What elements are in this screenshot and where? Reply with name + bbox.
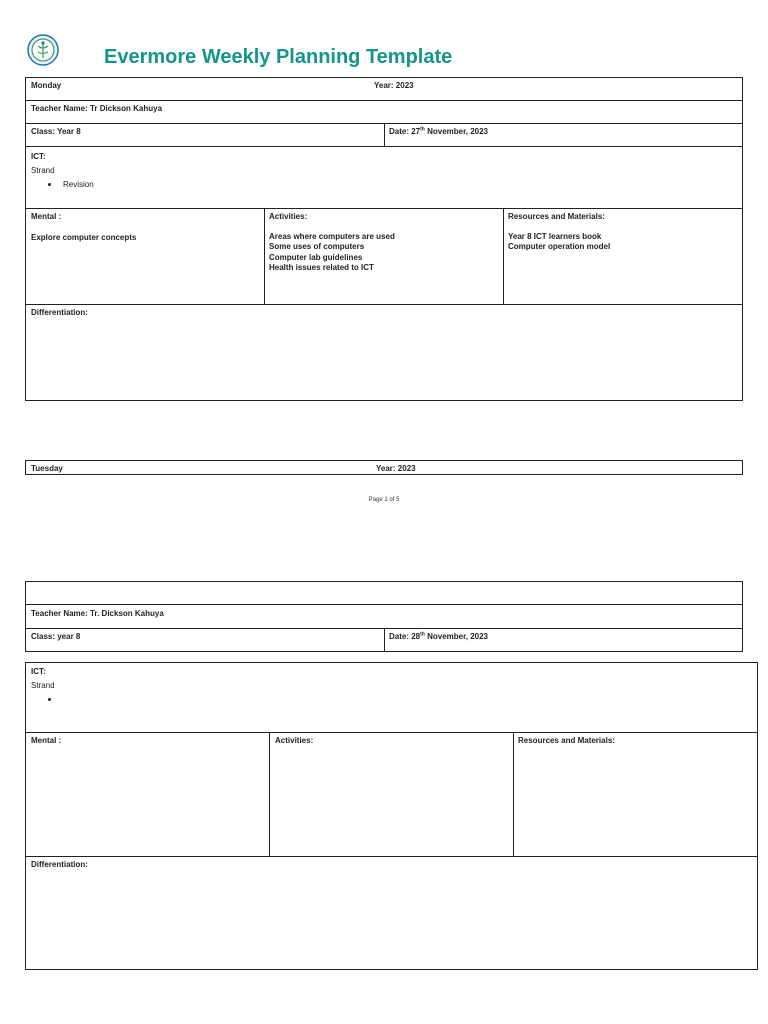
monday-class: Class: Year 8 — [31, 127, 81, 136]
monday-year: Year: 2023 — [374, 81, 414, 90]
monday-grid-divider-1 — [264, 208, 265, 305]
tuesday-planning-grid — [25, 732, 758, 857]
activity-item: Some uses of computers — [269, 242, 365, 252]
monday-strand-item: Revision — [63, 180, 94, 189]
monday-activities-label: Activities: — [269, 212, 308, 221]
monday-ict-section — [25, 146, 743, 209]
monday-class-divider — [384, 123, 385, 147]
monday-grid-divider-2 — [503, 208, 504, 305]
monday-ict-label: ICT: — [31, 152, 46, 161]
tuesday-day-label: Tuesday — [31, 464, 63, 473]
tuesday-class-divider — [384, 628, 385, 652]
tuesday-strand-label: Strand — [31, 681, 55, 690]
tuesday-date: Date: 28th November, 2023 — [389, 631, 489, 641]
page-title: Evermore Weekly Planning Template — [104, 46, 453, 68]
monday-teacher-name: Teacher Name: Tr Dickson Kahuya — [31, 104, 163, 113]
tuesday-blank-row — [25, 581, 743, 605]
monday-resources-list — [508, 232, 610, 253]
tuesday-teacher-name: Teacher Name: Tr. Dickson Kahuya — [31, 609, 164, 618]
monday-resources-label: Resources and Materials: — [508, 212, 605, 221]
activity-item: Computer lab guidelines — [269, 252, 363, 262]
activity-item: Health issues related to ICT — [269, 263, 374, 273]
tuesday-strand-bullet — [48, 698, 51, 701]
monday-activities-list — [269, 232, 395, 274]
resource-item: Computer operation model — [508, 242, 611, 252]
monday-date: Date: 27th November, 2023 — [389, 126, 489, 136]
tuesday-grid-divider-2 — [513, 732, 514, 857]
monday-day-label: Monday — [31, 81, 62, 90]
tuesday-class: Class: year 8 — [31, 632, 81, 641]
tuesday-year: Year: 2023 — [376, 464, 416, 473]
school-crest-logo — [27, 34, 59, 66]
tuesday-ict-section — [25, 662, 758, 733]
monday-strand-label: Strand — [31, 166, 55, 175]
monday-mental-label: Mental : — [31, 212, 62, 221]
activity-item: Areas where computers are used — [269, 232, 395, 241]
tuesday-differentiation-label: Differentiation: — [31, 860, 88, 869]
monday-strand-bullet — [48, 183, 51, 186]
tuesday-activities-label: Activities: — [275, 736, 314, 745]
monday-differentiation-label: Differentiation: — [31, 308, 88, 317]
tuesday-differentiation-section — [25, 856, 758, 970]
monday-differentiation-section — [25, 304, 743, 401]
page-footer: Page 1 of 5 — [368, 497, 400, 503]
tuesday-ict-label: ICT: — [31, 667, 46, 676]
monday-mental-text: Explore computer concepts — [31, 233, 137, 242]
tuesday-resources-label: Resources and Materials: — [518, 736, 615, 745]
resource-item: Year 8 ICT learners book — [508, 232, 602, 241]
tuesday-grid-divider-1 — [269, 732, 270, 857]
tuesday-mental-label: Mental : — [31, 736, 62, 745]
